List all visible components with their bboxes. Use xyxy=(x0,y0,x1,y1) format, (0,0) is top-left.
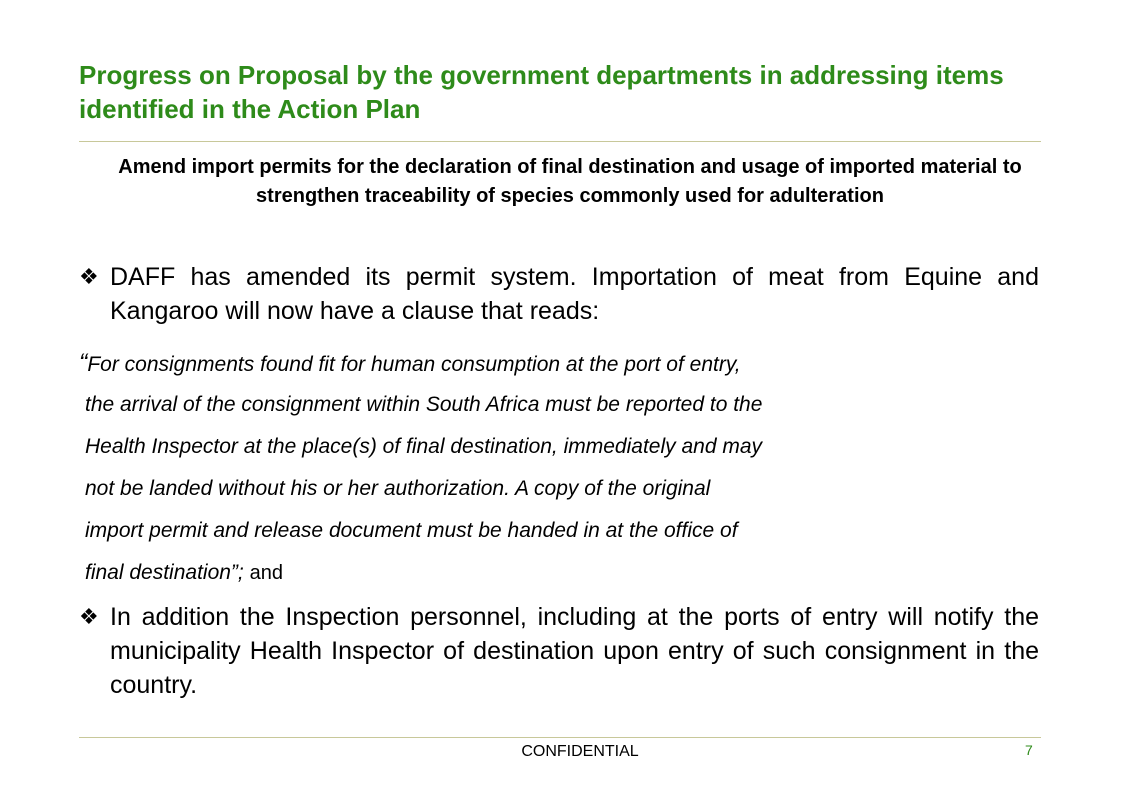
section-subheading: Amend import permits for the declaration of final destination and usage of imported material to strengthen traceability of species commonly used for adulteration xyxy=(118,156,1022,207)
diamond-bullet-icon: ❖ xyxy=(79,264,99,289)
diamond-bullet-icon: ❖ xyxy=(79,604,99,629)
bullet-item-inspection-personnel xyxy=(79,600,1039,702)
quote-tail-and: and xyxy=(249,562,283,584)
quote-line-text: Health Inspector at the place(s) of final destination, immediately and may xyxy=(85,435,763,458)
footer-confidential: CONFIDENTIAL xyxy=(521,743,639,760)
quote-line-text: final destination”; xyxy=(85,561,244,584)
quote-line-text: import permit and release document must be handed in at the office of xyxy=(85,519,738,542)
quote-line xyxy=(79,468,1039,510)
page-number: 7 xyxy=(1025,742,1033,758)
quote-line xyxy=(79,384,1039,426)
quote-line xyxy=(79,510,1039,552)
footer-divider xyxy=(79,737,1041,738)
quote-line-text: the arrival of the consignment within South Africa must be reported to the xyxy=(85,393,763,416)
open-quote-mark: “ xyxy=(79,349,88,377)
quote-line-text: For consignments found fit for human consumption at the port of entry, xyxy=(87,353,741,376)
title-divider xyxy=(79,141,1041,142)
quote-line-text: not be landed without his or her authorization. A copy of the original xyxy=(85,477,711,500)
quote-line xyxy=(79,552,1039,594)
bullet-text: DAFF has amended its permit system. Importation of meat from Equine and Kangaroo will now have a clause that reads: xyxy=(110,263,1039,325)
quote-line xyxy=(79,342,1039,384)
quote-line xyxy=(79,426,1039,468)
slide-title: Progress on Proposal by the government departments in addressing items identified in the Action Plan xyxy=(79,60,1004,124)
permit-clause-quote xyxy=(79,342,1039,594)
bullet-item-permit-system xyxy=(79,260,1039,328)
bullet-text: In addition the Inspection personnel, including at the ports of entry will notify the municipality Health Inspector of destination upon entry of such consignment in the country. xyxy=(110,603,1039,699)
